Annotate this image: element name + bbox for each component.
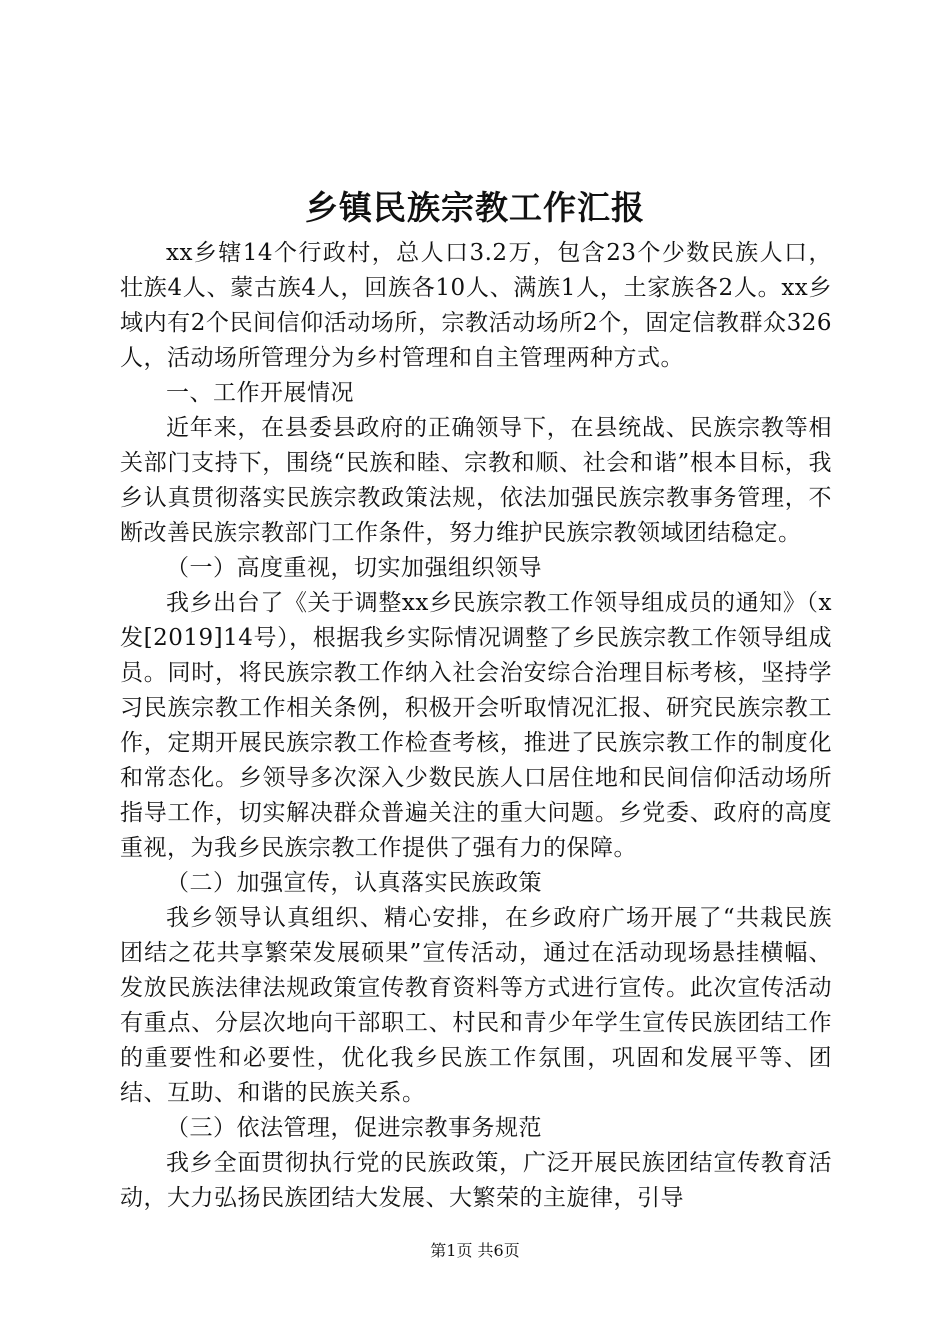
paragraph-organization: 我乡出台了《关于调整xx乡民族宗教工作领导组成员的通知》（x发[2019]14号），根据我乡实际情况调整了乡民族宗教工作领导组成员。同时，将民族宗教工作纳入社会治安综合治理目标考核，坚持学习民族宗教工作相关条例，积极开会听取情况汇报、研究民族宗教工作，定期开展民族宗教工作检查考核，推进了民族宗教工作的制度化和常态化。乡领导多次深入少数民族人口居住地和民间信仰活动场所指导工作，切实解决群众普遍关注的重大问题。乡党委、政府的高度重视，为我乡民族宗教工作提供了强有力的保障。: [120, 590, 832, 861]
subsection-heading-1: （一）高度重视，切实加强组织领导: [166, 555, 542, 581]
subsection-heading-3: （三）依法管理，促进宗教事务规范: [166, 1115, 542, 1141]
paragraph-overview: 近年来，在县委县政府的正确领导下，在县统战、民族宗教等相关部门支持下，围绕“民族和睦、宗教和顺、社会和谐”根本目标，我乡认真贯彻落实民族宗教政策法规，依法加强民族宗教事务管理，不断改善民族宗教部门工作条件，努力维护民族宗教领域团结稳定。: [120, 415, 832, 546]
paragraph-management: 我乡全面贯彻执行党的民族政策，广泛开展民族团结宣传教育活动，大力弘扬民族团结大发展、大繁荣的主旋律，引导: [120, 1150, 832, 1211]
section-heading-1: 一、工作开展情况: [166, 380, 354, 406]
page-number-footer: 第1页 共6页: [430, 1241, 520, 1260]
paragraph-intro: xx乡辖14个行政村，总人口3.2万，包含23个少数民族人口，壮族4人、蒙古族4人，回族各10人、满族1人，土家族各2人。xx乡域内有2个民间信仰活动场所，宗教活动场所2个，固定信教群众326人，活动场所管理分为乡村管理和自主管理两种方式。: [120, 240, 832, 371]
paragraph-publicity: 我乡领导认真组织、精心安排，在乡政府广场开展了“共栽民族团结之花共享繁荣发展硕果”宣传活动，通过在活动现场悬挂横幅、发放民族法律法规政策宣传教育资料等方式进行宣传。此次宣传活动有重点、分层次地向干部职工、村民和青少年学生宣传民族团结工作的重要性和必要性，优化我乡民族工作氛围，巩固和发展平等、团结、互助、和谐的民族关系。: [120, 905, 832, 1106]
document-title: 乡镇民族宗教工作汇报: [305, 188, 645, 227]
document-body: [120, 236, 832, 1216]
subsection-heading-2: （二）加强宣传，认真落实民族政策: [166, 870, 542, 896]
